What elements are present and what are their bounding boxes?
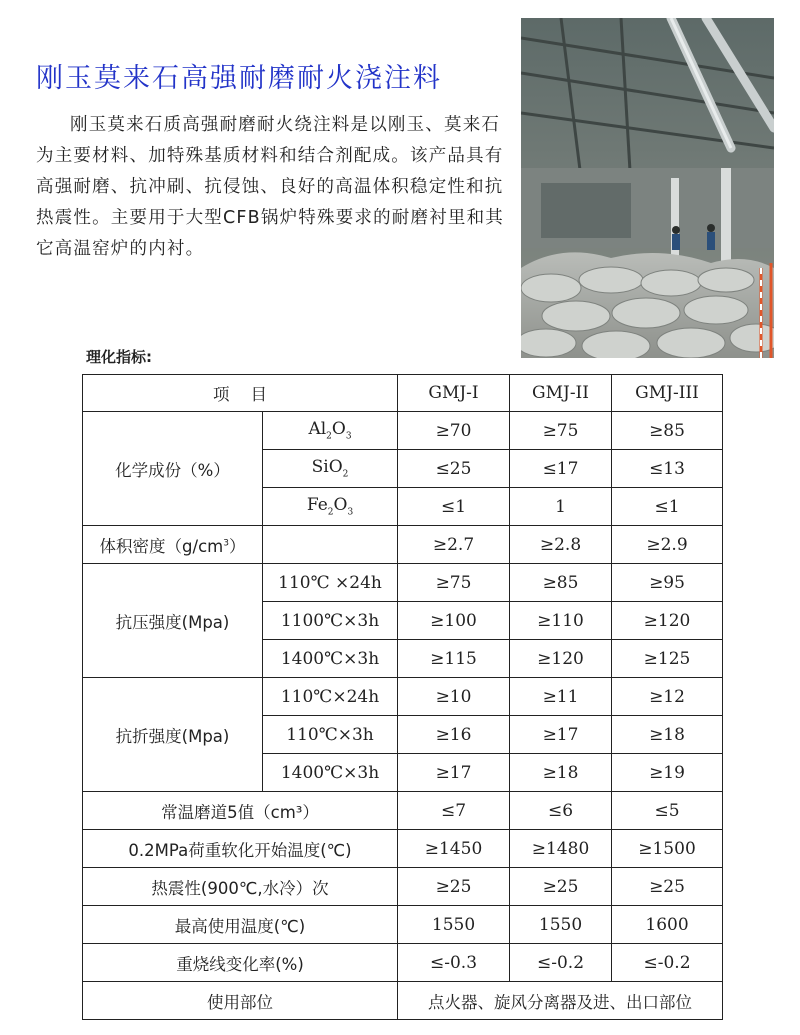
- table-cell: ≤7: [398, 792, 510, 830]
- table-row: [83, 792, 723, 830]
- spec-table: [82, 374, 723, 1020]
- table-cell: ≤17: [510, 450, 612, 488]
- table-row: [83, 678, 723, 716]
- product-description: 刚玉莫来石质高强耐磨耐火绕注料是以刚玉、莫来石为主要材料、加特殊基质材料和结合剂配成。该产品具有高强耐磨、抗冲刷、抗侵蚀、良好的高温体积稳定性和抗热震性。主要用于大型CFB锅炉特殊要求的耐磨衬里和其它高温窑炉的内衬。: [36, 115, 504, 259]
- table-cell: ≥25: [612, 868, 723, 906]
- refractoriness-label: 0.2MPa荷重软化开始温度(℃): [83, 830, 398, 868]
- condition-cell: 110℃×24h: [263, 678, 398, 716]
- table-cell: ≤-0.2: [510, 944, 612, 982]
- condition-cell: 1100℃×3h: [263, 602, 398, 640]
- table-cell: ≥70: [398, 412, 510, 450]
- page-title: 刚玉莫来石高强耐磨耐火浇注料: [36, 63, 442, 94]
- header-gmj-1: GMJ-I: [398, 375, 510, 412]
- table-cell-empty: [263, 526, 398, 564]
- thermal-shock-label: 热震性(900℃,水冷）次: [83, 868, 398, 906]
- table-cell: 1550: [398, 906, 510, 944]
- abrasion-label: 常温磨道5值（cm³）: [83, 792, 398, 830]
- table-cell: ≥16: [398, 716, 510, 754]
- density-label: 体积密度$(g/cm^3)$: [83, 526, 263, 564]
- factory-photo: [521, 18, 774, 358]
- condition-cell: 1400℃×3h: [263, 754, 398, 792]
- table-cell: ≥95: [612, 564, 723, 602]
- table-cell: ≥17: [398, 754, 510, 792]
- table-cell: ≥120: [510, 640, 612, 678]
- table-row: [83, 982, 723, 1020]
- header-item: 项 目: [83, 375, 398, 412]
- table-cell: ≥75: [398, 564, 510, 602]
- table-cell: ≥120: [612, 602, 723, 640]
- compressive-label: 抗压强度(Mpa): [83, 564, 263, 678]
- max-temp-label: 最高使用温度(℃): [83, 906, 398, 944]
- table-cell: ≥110: [510, 602, 612, 640]
- header-gmj-3: GMJ-III: [612, 375, 723, 412]
- chem-formula-fe2o3: $Fe_2O_3$: [263, 488, 398, 526]
- table-cell: ≤1: [612, 488, 723, 526]
- table-cell: ≤-0.3: [398, 944, 510, 982]
- usage-label: 使用部位: [83, 982, 398, 1020]
- table-header-row: [83, 375, 723, 412]
- table-cell: ≥19: [612, 754, 723, 792]
- condition-cell: 110℃×3h: [263, 716, 398, 754]
- table-cell: ≤25: [398, 450, 510, 488]
- table-row: [83, 526, 723, 564]
- condition-cell: 110℃ ×24h: [263, 564, 398, 602]
- table-cell: 1550: [510, 906, 612, 944]
- table-cell: ≥25: [510, 868, 612, 906]
- table-cell: ≥18: [612, 716, 723, 754]
- usage-value: 点火器、旋风分离器及进、出口部位: [398, 982, 723, 1020]
- table-cell: ≤5: [612, 792, 723, 830]
- table-row: [83, 906, 723, 944]
- table-cell: ≥115: [398, 640, 510, 678]
- table-cell: ≥2.9: [612, 526, 723, 564]
- chem-label: 化学成份（%）: [83, 412, 263, 526]
- table-cell: ≥75: [510, 412, 612, 450]
- flexural-label: 抗折强度(Mpa): [83, 678, 263, 792]
- table-cell: ≥2.8: [510, 526, 612, 564]
- table-cell: ≥1480: [510, 830, 612, 868]
- linear-change-label: 重烧线变化率(%): [83, 944, 398, 982]
- table-cell: ≥100: [398, 602, 510, 640]
- table-cell: ≥1500: [612, 830, 723, 868]
- chem-formula-al2o3: $Al_2O_3$: [263, 412, 398, 450]
- table-row: [83, 564, 723, 602]
- table-cell: ≥1450: [398, 830, 510, 868]
- spec-section-label: 理化指标:: [86, 348, 152, 366]
- chem-formula-sio2: SiO$_2$: [263, 450, 398, 488]
- table-cell: ≥2.7: [398, 526, 510, 564]
- table-row: [83, 868, 723, 906]
- table-cell: ≤-0.2: [612, 944, 723, 982]
- table-cell: ≥125: [612, 640, 723, 678]
- table-cell: ≤6: [510, 792, 612, 830]
- table-row: [83, 412, 723, 450]
- table-cell: ≥18: [510, 754, 612, 792]
- header-gmj-2: GMJ-II: [510, 375, 612, 412]
- condition-cell: 1400℃×3h: [263, 640, 398, 678]
- table-cell: ≤13: [612, 450, 723, 488]
- table-cell: ≤1: [398, 488, 510, 526]
- table-cell: 1600: [612, 906, 723, 944]
- table-cell: ≥10: [398, 678, 510, 716]
- table-cell: ≥85: [510, 564, 612, 602]
- table-cell: ≥11: [510, 678, 612, 716]
- table-cell: ≥12: [612, 678, 723, 716]
- table-cell: ≥17: [510, 716, 612, 754]
- table-row: [83, 944, 723, 982]
- table-row: [83, 830, 723, 868]
- table-cell: 1: [510, 488, 612, 526]
- table-cell: ≥25: [398, 868, 510, 906]
- table-cell: ≥85: [612, 412, 723, 450]
